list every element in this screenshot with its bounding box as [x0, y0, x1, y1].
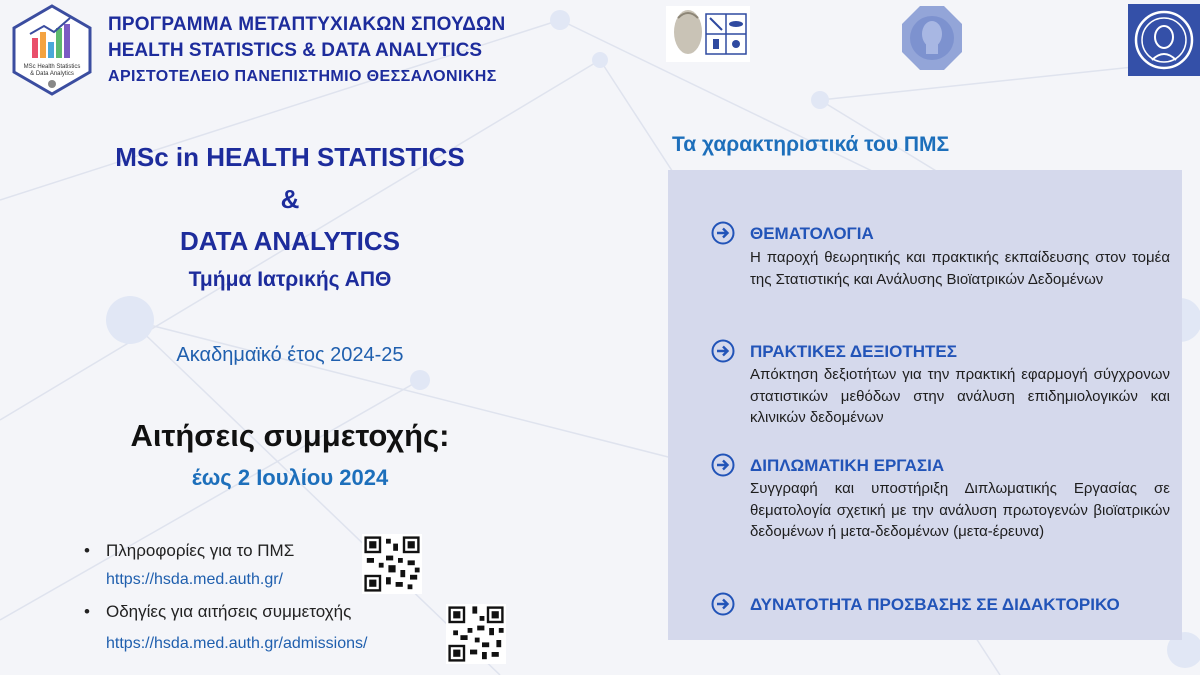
faculty-emblem — [666, 4, 750, 64]
program-info-link[interactable]: https://hsda.med.auth.gr/ — [106, 571, 283, 588]
academic-year: Ακαδημαϊκό έτος 2024-25 — [176, 344, 404, 366]
logo-text-line2: & Data Analytics — [30, 71, 74, 77]
info-item-admissions — [84, 602, 351, 622]
info-label: Οδηγίες για αιτήσεις συμμετοχής — [106, 602, 352, 621]
program-title-line1: MSc in HEALTH STATISTICS — [115, 142, 465, 172]
program-logo — [10, 4, 94, 96]
feature-body-skills: Απόκτηση δεξιοτήτων για την πρακτική εφαρμογή σύγχρονων στατιστικών μεθόδων στην ανάλυση επιδημιολογικών και κλινικών δεδομένων — [750, 366, 1170, 426]
university-seal — [1128, 4, 1200, 76]
bullet: • — [84, 602, 90, 621]
circle-arrow-right-icon — [711, 221, 735, 245]
circle-arrow-right-icon — [711, 453, 735, 477]
feature-body-thesis: Συγγραφή και υποστήριξη Διπλωματικής Εργασίας σε θεματολογία σχετική με την ανάλυση πρωτογενών βιοϊατρικών δεδομένων ή μετα-δεδομένων (μετα-έρευνα) — [750, 480, 1170, 540]
bullet: • — [84, 541, 90, 560]
qr-code-program-info[interactable] — [362, 534, 422, 594]
admissions-link[interactable]: https://hsda.med.auth.gr/admissions/ — [106, 635, 368, 652]
header-program-name: HEALTH STATISTICS & DATA ANALYTICS — [108, 40, 483, 61]
feature-heading-phd-access: ΔΥΝΑΤΟΤΗΤΑ ΠΡΟΣΒΑΣΗΣ ΣΕ ΔΙΔΑΚΤΟΡΙΚΟ — [750, 595, 1120, 614]
program-title-line3: DATA ANALYTICS — [179, 226, 401, 256]
info-label: Πληροφορίες για το ΠΜΣ — [106, 541, 295, 560]
logo-text-line1: MSc Health Statistics — [23, 64, 81, 70]
program-title-ampersand: & — [280, 184, 300, 214]
header-university: ΑΡΙΣΤΟΤΕΛΕΙΟ ΠΑΝΕΠΙΣΤΗΜΙΟ ΘΕΣΣΑΛΟΝΙΚΗΣ — [108, 68, 497, 85]
qr-code-admissions[interactable] — [446, 604, 506, 664]
circle-arrow-right-icon — [711, 339, 735, 363]
feature-heading-skills: ΠΡΑΚΤΙΚΕΣ ΔΕΞΙΟΤΗΤΕΣ — [750, 342, 957, 361]
feature-body-topics: Η παροχή θεωρητικής και πρακτικής εκπαίδευσης στον τομέα της Στατιστικής και Ανάλυσης Βιοϊατρικών Δεδομένων — [750, 249, 1170, 288]
applications-deadline: έως 2 Ιουλίου 2024 — [191, 465, 389, 490]
feature-heading-thesis: ΔΙΠΛΩΜΑΤΙΚΗ ΕΡΓΑΣΙΑ — [750, 456, 945, 475]
hippocrates-medallion — [900, 4, 964, 72]
department-name: Τμήμα Ιατρικής ΑΠΘ — [188, 268, 392, 291]
circle-arrow-right-icon — [711, 592, 735, 616]
feature-heading-topics: ΘΕΜΑΤΟΛΟΓΙΑ — [750, 224, 874, 243]
features-title: Τα χαρακτηριστικά του ΠΜΣ — [672, 133, 950, 156]
info-item-program — [84, 541, 294, 561]
header-program-line: ΠΡΟΓΡΑΜΜΑ ΜΕΤΑΠΤΥΧΙΑΚΩΝ ΣΠΟΥΔΩΝ — [108, 14, 506, 35]
applications-heading: Αιτήσεις συμμετοχής: — [130, 418, 450, 453]
